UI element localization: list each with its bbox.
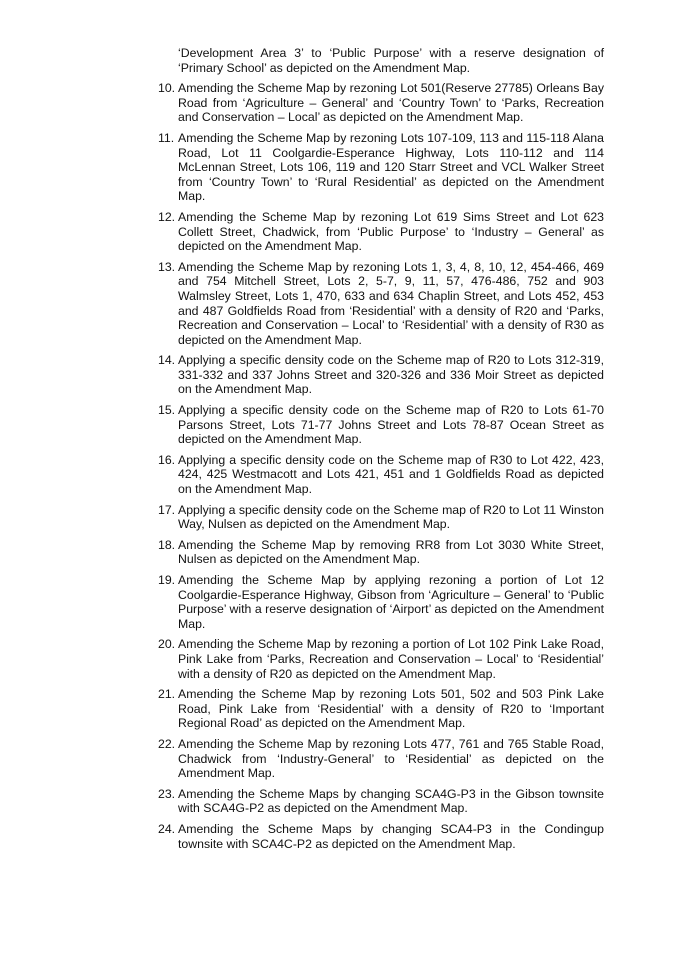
item-text: Amending the Scheme Map by rezoning Lot 619 Sims Street and Lot 623 Collett Street, Chadwick, from ‘Public Purpose’ to ‘Industry – General’ as depicted on the Amendment Map.: [178, 209, 604, 254]
item-text: Amending the Scheme Maps by changing SCA4-P3 in the Condingup townsite with SCA4C-P2 as depicted on the Amendment Map.: [178, 821, 604, 851]
list-item: [158, 453, 604, 497]
item-number: 13.: [158, 259, 176, 274]
item-text: Amending the Scheme Map by rezoning Lots 107-109, 113 and 115-118 Alana Road, Lot 11 Coolgardie-Esperance Highway, Lots 110-112 and 114 McLennan Street, Lots 106, 119 and 120 Starr Street and VCL Walker Street from ‘Country Town’ to ‘Rural Residential’ as depicted on the Amendment Map.: [178, 130, 604, 204]
item-number: 17.: [158, 502, 176, 517]
item-text: Amending the Scheme Map by rezoning Lot 501(Reserve 27785) Orleans Bay Road from ‘Agriculture – General’ and ‘Country Town’ to ‘Parks, Recreation and Conservation – Local’ as depicted on the Amendment Map.: [178, 81, 604, 125]
list-item: [158, 260, 604, 348]
list-item: [158, 210, 604, 254]
item-number: 20.: [158, 637, 176, 652]
list-item: [158, 503, 604, 532]
list-item: [158, 538, 604, 567]
item-number: 11.: [158, 130, 175, 145]
list-item: [158, 637, 604, 681]
list-item: [158, 81, 604, 125]
item-text: Amending the Scheme Map by rezoning a portion of Lot 102 Pink Lake Road, Pink Lake from ‘Parks, Recreation and Conservation – Local’ to ‘Residential’ with a density of R20 as depicted on the Amendment Map.: [178, 637, 604, 681]
item-text: Applying a specific density code on the Scheme map of R20 to Lots 61-70 Parsons Street, Lots 71-77 Johns Street and Lots 78-87 Ocean Street as depicted on the Amendment Map.: [178, 403, 604, 447]
item-text: Amending the Scheme Map by applying rezoning a portion of Lot 12 Coolgardie-Esperance Highway, Gibson from ‘Agriculture – General’ to ‘Public Purpose’ with a reserve designation of ‘Airport’ as depicted on the Amendment Map.: [178, 573, 604, 631]
item-text: Applying a specific density code on the Scheme map of R30 to Lot 422, 423, 424, 425 Westmacott and Lots 421, 451 and 1 Goldfields Road as depicted on the Amendment Map.: [178, 452, 604, 497]
item-number: 21.: [158, 687, 176, 702]
list-item: [158, 353, 604, 397]
continuation-paragraph: ‘Development Area 3’ to ‘Public Purpose’ with a reserve designation of ‘Primary School’ as depicted on the Amendment Map.: [178, 46, 604, 75]
item-number: 12.: [158, 209, 176, 224]
item-number: 24.: [158, 821, 176, 836]
list-item: [158, 787, 604, 816]
item-text: Amending the Scheme Map by rezoning Lots 501, 502 and 503 Pink Lake Road, Pink Lake from ‘Residential’ with a density of R20 to ‘Important Regional Road’ as depicted on the Amendment Map.: [178, 687, 604, 731]
item-number: 16.: [158, 452, 176, 467]
list-item: [158, 737, 604, 781]
item-number: 14.: [158, 353, 176, 368]
list-item: [158, 403, 604, 447]
list-item: [158, 822, 604, 851]
list-item: [158, 131, 604, 204]
item-number: 22.: [158, 736, 176, 751]
item-text: Amending the Scheme Map by removing RR8 from Lot 3030 White Street, Nulsen as depicted on the Amendment Map.: [178, 537, 604, 567]
item-number: 19.: [158, 573, 176, 587]
item-number: 15.: [158, 403, 176, 418]
item-text: Applying a specific density code on the Scheme map of R20 to Lot 11 Winston Way, Nulsen as depicted on the Amendment Map.: [178, 502, 604, 532]
item-number: 10.: [158, 81, 176, 96]
item-text: Amending the Scheme Map by rezoning Lots 477, 761 and 765 Stable Road, Chadwick from ‘Industry-General’ to ‘Residential’ as depicted on the Amendment Map.: [178, 736, 604, 781]
list-item: [158, 687, 604, 731]
item-text: Applying a specific density code on the Scheme map of R20 to Lots 312-319, 331-332 and 337 Johns Street and 320-326 and 336 Moir Street as depicted on the Amendment Map.: [178, 353, 604, 397]
list-item: [158, 573, 604, 631]
item-text: Amending the Scheme Maps by changing SCA4G-P3 in the Gibson townsite with SCA4G-P2 as depicted on the Amendment Map.: [178, 786, 604, 816]
item-text: Amending the Scheme Map by rezoning Lots 1, 3, 4, 8, 10, 12, 454-466, 469 and 754 Mitchell Street, Lots 2, 5-7, 9, 11, 57, 476-486, 752 and 903 Walmsley Street, Lots 1, 470, 633 and 634 Chaplin Street, and Lots 452, 453 and 487 Goldfields Road from ‘Residential’ with a density of R20 and ‘Parks, Recreation and Conservation – Local’ to ‘Residential’ with a density of R30 as depicted on the Amendment Map.: [178, 259, 604, 347]
item-number: 23.: [158, 786, 176, 801]
item-number: 18.: [158, 537, 176, 552]
amendment-list: [158, 46, 604, 857]
